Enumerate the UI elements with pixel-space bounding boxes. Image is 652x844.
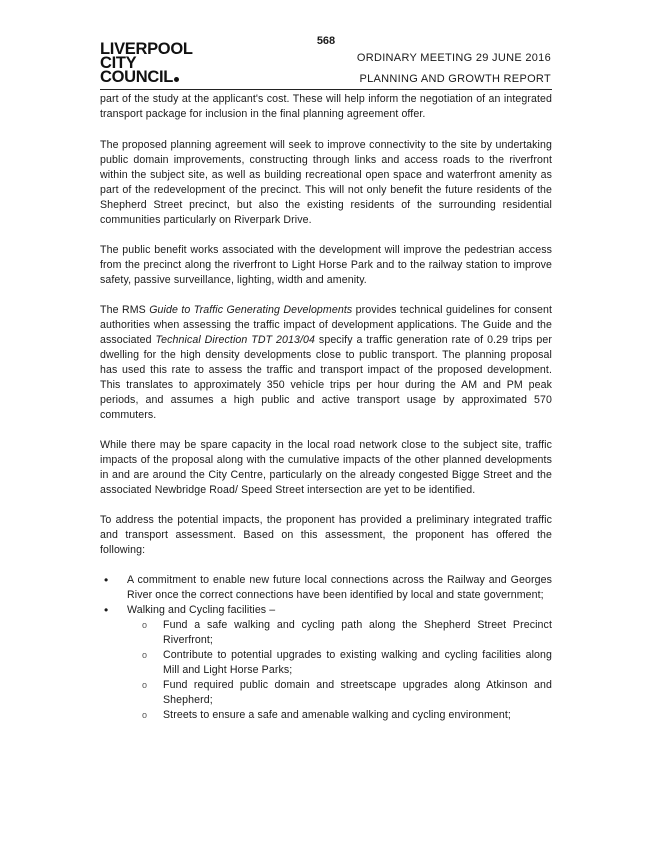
guide-title: Guide to Traffic Generating Developments bbox=[149, 304, 353, 316]
logo-line-1: LIVERPOOL bbox=[100, 40, 193, 58]
list-item bbox=[100, 603, 552, 723]
meeting-title: ORDINARY MEETING 29 JUNE 2016 bbox=[356, 52, 551, 64]
paragraph-5: While there may be spare capacity in the local road network close to the subject site, traffic impacts of the proposal along with the cumulative impacts of the other planned developments in and are around the City Centre, particularly on the already congested Bigge Street and the associated Newbridge Road/ Speed Street intersection are yet to be identified. bbox=[100, 439, 552, 496]
list-item-text: Walking and Cycling facilities – bbox=[127, 604, 276, 616]
paragraph-4 bbox=[100, 303, 552, 423]
sub-list-item-text: Fund a safe walking and cycling path along the Shepherd Street Precinct Riverfront; bbox=[163, 619, 552, 646]
circle-bullet-icon: o bbox=[142, 710, 148, 720]
sub-list-item-text: Fund required public domain and streetscape upgrades along Atkinson and Shepherd; bbox=[163, 679, 552, 706]
circle-bullet-icon: o bbox=[142, 650, 148, 660]
circle-bullet-icon: o bbox=[142, 680, 148, 690]
paragraph-6: To address the potential impacts, the proponent has provided a preliminary integrated traffic and transport assessment. Based on this assessment, the proponent has offered the following: bbox=[100, 514, 552, 556]
bullet-icon: • bbox=[104, 573, 109, 587]
page-number: 568 bbox=[316, 35, 336, 47]
sub-list-item-text: Contribute to potential upgrades to existing walking and cycling facilities along Mill and Light Horse Parks; bbox=[163, 649, 552, 676]
header-divider bbox=[100, 89, 552, 90]
p4-text-c: provides technical guidelines for consent authorities when assessing the traffic impact of development applications. The Guide and the associated bbox=[100, 304, 553, 346]
list-item bbox=[100, 573, 552, 603]
p4-text-e: specify a traffic generation rate of 0.29 trips per dwelling for the high density developments close to public transport. The planning proposal has used this rate to assess the traffic and transport impact of the proposed development. This translates to approximately 350 vehicle trips per hour during the AM and PM peak periods, and assumes a high public and active transport usage by approximated 570 commuters. bbox=[100, 334, 552, 421]
paragraph-2: The proposed planning agreement will seek to improve connectivity to the site by undertaking public domain improvements, constructing through links and access roads to the riverfront within the subject site, as well as building recreational open space and waterfront amenity as part of the redevelopment of the precinct. This will not only benefit the future residents of the Shepherd Street precinct, but also the existing residents of the surrounding residential communities particularly on Riverpark Drive. bbox=[100, 139, 552, 226]
sub-list-item bbox=[127, 648, 552, 678]
technical-direction-title: Technical Direction TDT 2013/04 bbox=[155, 334, 316, 346]
offer-list bbox=[100, 573, 552, 723]
circle-bullet-icon: o bbox=[142, 620, 148, 630]
council-logo bbox=[100, 42, 193, 84]
sub-list-item bbox=[127, 708, 552, 723]
sub-list-item bbox=[127, 618, 552, 648]
paragraph-3: The public benefit works associated with the development will improve the pedestrian access from the precinct along the riverfront to Light Horse Park and to the railway station to improve safety, passive surveillance, lighting, width and amenity. bbox=[100, 244, 552, 286]
logo-dot-icon bbox=[174, 77, 179, 82]
report-title: PLANNING AND GROWTH REPORT bbox=[359, 73, 551, 85]
walking-cycling-sublist bbox=[127, 618, 552, 723]
list-item-text: A commitment to enable new future local connections across the Railway and Georges River once the correct connections have been identified by local and state government; bbox=[127, 574, 552, 601]
report-body bbox=[100, 92, 552, 723]
paragraph-1: part of the study at the applicant's cost. These will help inform the negotiation of an integrated transport package for inclusion in the final planning agreement offer. bbox=[100, 93, 552, 120]
sub-list-item-text: Streets to ensure a safe and amenable walking and cycling environment; bbox=[163, 709, 511, 721]
bullet-icon: • bbox=[104, 603, 109, 617]
logo-line-3: COUNCIL bbox=[100, 68, 174, 86]
p4-text-a: The RMS bbox=[100, 304, 150, 316]
sub-list-item bbox=[127, 678, 552, 708]
logo-line-2: CITY bbox=[100, 54, 137, 72]
